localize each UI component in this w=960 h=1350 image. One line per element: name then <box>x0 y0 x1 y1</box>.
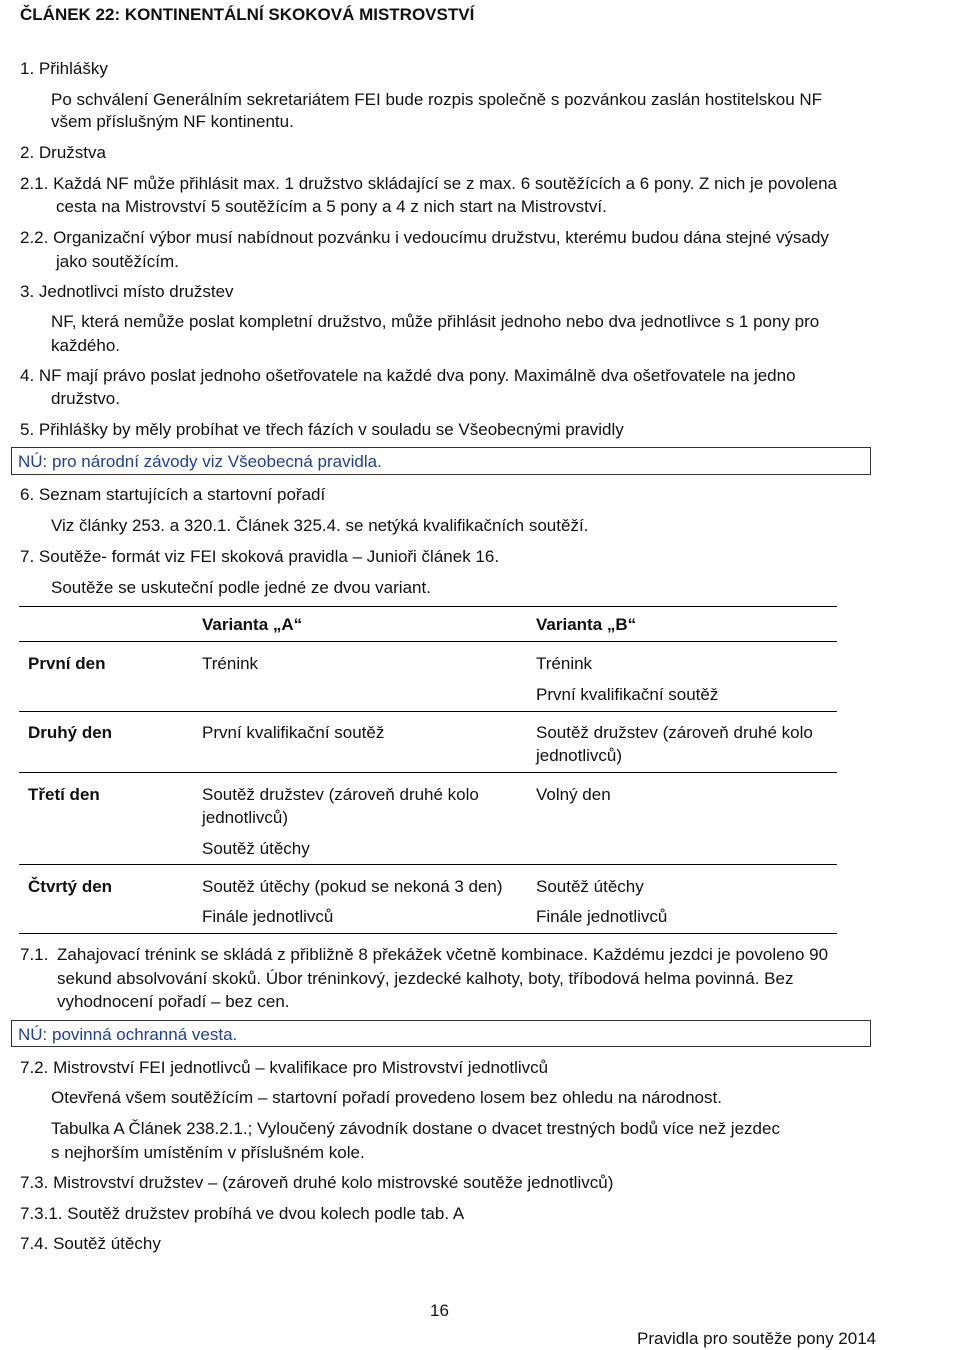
section-5-text: 5. Přihlášky by měly probíhat ve třech fázích v souladu se Všeobecnými pravidly <box>20 420 624 439</box>
section-1-heading: 1. Přihlášky <box>20 59 108 78</box>
paragraph-7-1-number: 7.1. <box>20 945 49 964</box>
table-header-variant-a: Varianta „A“ <box>202 615 303 634</box>
table-cell-a: Soutěž družstev (zároveň druhé kolo <box>202 785 479 804</box>
paragraph-7-4-heading: 7.4. Soutěž útěchy <box>20 1234 161 1253</box>
section-7-intro: Soutěže se uskuteční podle jedné ze dvou variant. <box>51 578 431 597</box>
table-header-divider <box>19 641 837 642</box>
section-7-heading: 7. Soutěže- formát viz FEI skoková pravidla – Junioři článek 16. <box>20 547 500 566</box>
paragraph-7-3-1: 7.3.1. Soutěž družstev probíhá ve dvou kolech podle tab. A <box>20 1204 465 1223</box>
table-cell-a: Trénink <box>202 654 259 673</box>
table-border-bottom <box>19 933 837 934</box>
footer-source: Pravidla pro soutěže pony 2014 <box>637 1329 877 1348</box>
page-number: 16 <box>430 1301 449 1320</box>
table-cell-b: Volný den <box>536 785 611 804</box>
table-row-divider <box>19 772 837 773</box>
table-cell-b: Soutěž útěchy <box>536 877 644 896</box>
section-1-text-line-1: Po schválení Generálním sekretariátem FEI bude rozpis společně s pozvánkou zaslán hostitelskou NF <box>51 90 823 109</box>
section-4-text-line-1: 4. NF mají právo poslat jednoho ošetřovatele na každé dva pony. Maximálně dva ošetřovatele na jedno <box>20 366 796 385</box>
paragraph-7-2-line-3: s nejhorším umístěním v příslušném kole. <box>51 1143 365 1162</box>
table-row-divider <box>19 711 837 712</box>
table-cell-a: Soutěž útěchy <box>202 839 310 858</box>
section-4-text-line-2: družstvo. <box>51 389 120 408</box>
page-title: ČLÁNEK 22: KONTINENTÁLNÍ SKOKOVÁ MISTROVSTVÍ <box>20 5 475 24</box>
national-rule-note-2: NÚ: povinná ochranná vesta. <box>11 1020 871 1047</box>
table-cell-b: První kvalifikační soutěž <box>536 685 719 704</box>
table-row-day: První den <box>28 654 106 673</box>
table-header-variant-b: Varianta „B“ <box>536 615 637 634</box>
section-2-heading: 2. Družstva <box>20 143 106 162</box>
table-row-day: Druhý den <box>28 723 113 742</box>
paragraph-2-2-line-1: 2.2. Organizační výbor musí nabídnout pozvánku i vedoucímu družstvu, kterému budou dána stejné výsady <box>20 228 829 247</box>
section-6-heading: 6. Seznam startujících a startovní pořadí <box>20 485 326 504</box>
table-cell-a: První kvalifikační soutěž <box>202 723 385 742</box>
paragraph-7-1-line-2: sekund absolvování skoků. Úbor tréninkový, jezdecké kalhoty, boty, tříbodová helma povinná. Bez <box>57 969 794 988</box>
table-cell-b: Trénink <box>536 654 593 673</box>
table-border-top <box>19 606 837 607</box>
table-cell-b: Soutěž družstev (zároveň druhé kolo <box>536 723 813 742</box>
section-1-text-line-2: všem příslušným NF kontinentu. <box>51 112 294 131</box>
table-cell-a: jednotlivců) <box>202 808 288 827</box>
paragraph-7-1-line-3: vyhodnocení pořadí – bez cen. <box>57 992 290 1011</box>
table-cell-b: Finále jednotlivců <box>536 907 668 926</box>
paragraph-2-2-line-2: jako soutěžícím. <box>56 252 179 271</box>
paragraph-7-2-line-1: Otevřená všem soutěžícím – startovní pořadí provedeno losem bez ohledu na národnost. <box>51 1088 722 1107</box>
paragraph-7-1-line-1: Zahajovací trénink se skládá z přibližně 8 překážek včetně kombinace. Každému jezdci je povoleno 90 <box>57 945 829 964</box>
paragraph-7-2-line-2: Tabulka A Článek 238.2.1.; Vyloučený závodník dostane o dvacet trestných bodů více než jezdec <box>51 1119 780 1138</box>
table-row-day: Čtvrtý den <box>28 877 113 896</box>
table-cell-a: Finále jednotlivců <box>202 907 334 926</box>
national-rule-note-1: NÚ: pro národní závody viz Všeobecná pravidla. <box>11 447 871 475</box>
section-3-heading: 3. Jednotlivci místo družstev <box>20 282 234 301</box>
table-row-day: Třetí den <box>28 785 100 804</box>
paragraph-2-1-line-1: 2.1. Každá NF může přihlásit max. 1 družstvo skládající se z max. 6 soutěžících a 6 pony. Z nich je povolena <box>20 174 838 193</box>
paragraph-7-3-heading: 7.3. Mistrovství družstev – (zároveň druhé kolo mistrovské soutěže jednotlivců) <box>20 1173 614 1192</box>
table-row-divider <box>19 864 837 865</box>
section-3-text-line-2: každého. <box>51 336 120 355</box>
section-6-text: Viz články 253. a 320.1. Článek 325.4. se netýká kvalifikačních soutěží. <box>51 516 589 535</box>
paragraph-2-1-line-2: cesta na Mistrovství 5 soutěžícím a 5 pony a 4 z nich start na Mistrovství. <box>56 197 607 216</box>
table-cell-a: Soutěž útěchy (pokud se nekoná 3 den) <box>202 877 503 896</box>
paragraph-7-2-heading: 7.2. Mistrovství FEI jednotlivců – kvalifikace pro Mistrovství jednotlivců <box>20 1058 549 1077</box>
section-3-text-line-1: NF, která nemůže poslat kompletní družstvo, může přihlásit jednoho nebo dva jednotlivce s 1 pony pro <box>51 312 820 331</box>
table-cell-b: jednotlivců) <box>536 746 622 765</box>
